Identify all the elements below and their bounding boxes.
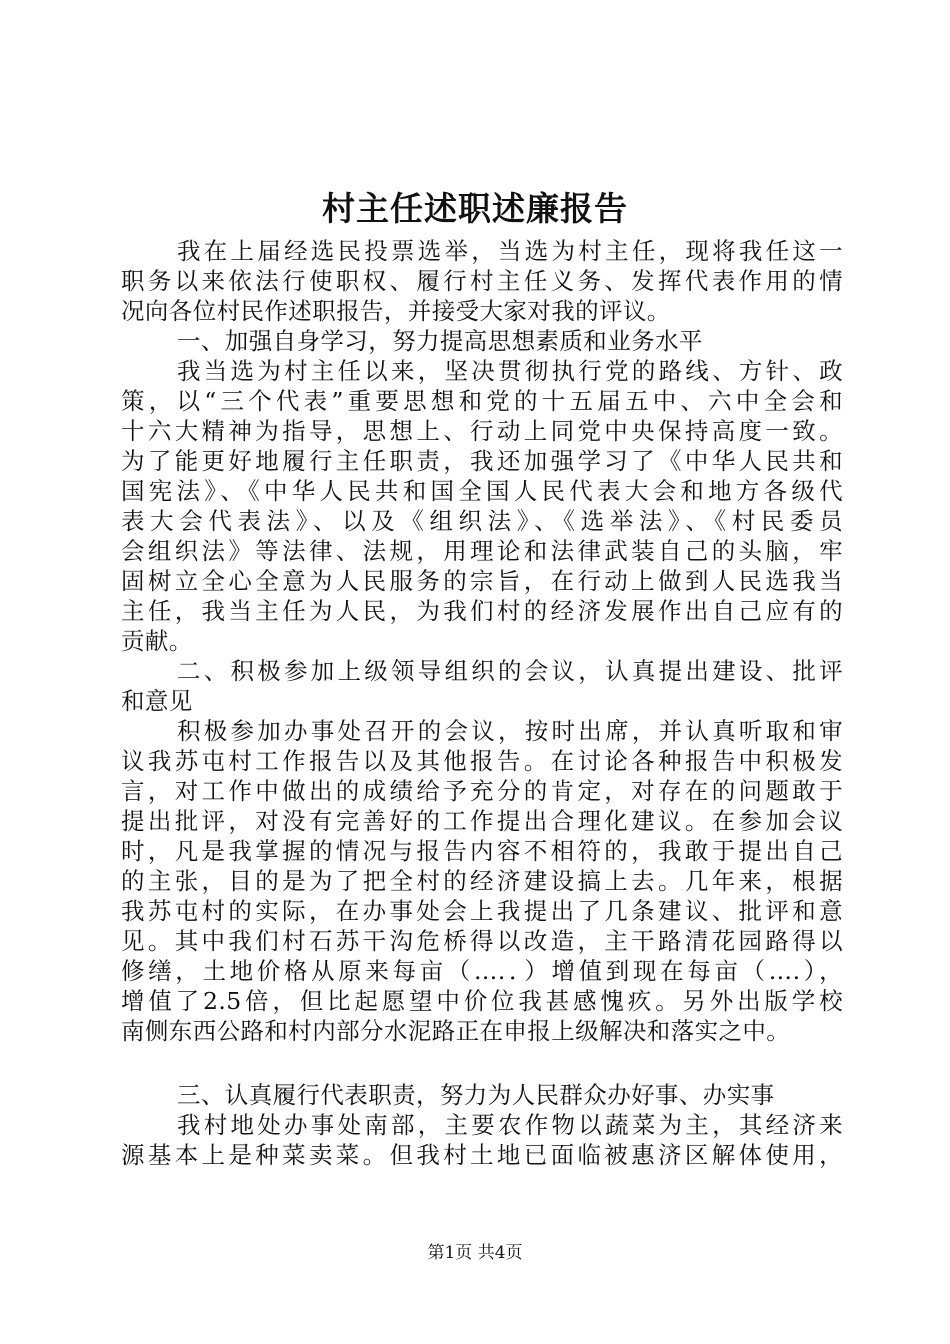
paragraph-line: 贡献。 — [121, 627, 193, 655]
page-number-footer: 第1页 共4页 — [427, 1243, 523, 1263]
section-heading: 和意见 — [121, 687, 193, 715]
paragraph-line: 的主张，目的是为了把全村的经济建设搞上去。几年来，根据 — [121, 867, 843, 895]
paragraph-line: 我村地处办事处南部，主要农作物以蔬菜为主，其经济来 — [177, 1111, 843, 1139]
paragraph-line: 见。其中我们村石苏干沟危桥得以改造，主干路清花园路得以 — [121, 927, 843, 955]
paragraph-line: 南侧东西公路和村内部分水泥路正在申报上级解决和落实之中。 — [121, 1017, 791, 1045]
paragraph-line: 言，对工作中做出的成绩给予充分的肯定，对存在的问题敢于 — [121, 777, 843, 805]
paragraph-line: 议我苏屯村工作报告以及其他报告。在讨论各种报告中积极发 — [121, 747, 843, 775]
paragraph-line: 固树立全心全意为人民服务的宗旨，在行动上做到人民选我当 — [121, 567, 843, 595]
paragraph-line: 十六大精神为指导，思想上、行动上同党中央保持高度一致。 — [121, 417, 843, 445]
paragraph-line: 主任，我当主任为人民，为我们村的经济发展作出自己应有的 — [121, 597, 843, 625]
paragraph-line: 修缮，土地价格从原来每亩（….．）增值到现在每亩（….）， — [121, 957, 843, 985]
paragraph-spacer — [121, 1046, 843, 1080]
paragraph-line: 会组织法》等法律、法规，用理论和法律武装自己的头脑，牢 — [121, 537, 843, 565]
section-heading: 一、加强自身学习，努力提高思想素质和业务水平 — [177, 327, 703, 355]
section-heading: 三、认真履行代表职责，努力为人民群众办好事、办实事 — [177, 1081, 775, 1109]
paragraph-line: 况向各位村民作述职报告，并接受大家对我的评议。 — [121, 297, 671, 325]
paragraph-line: 增值了2.5倍，但比起愿望中价位我甚感愧疚。另外出版学校 — [121, 987, 843, 1015]
document-title: 村主任述职述廉报告 — [322, 189, 628, 228]
document-body — [121, 236, 843, 1170]
paragraph-line: 国宪法》、《中华人民共和国全国人民代表大会和地方各级代 — [121, 477, 843, 505]
paragraph-line: 我苏屯村的实际，在办事处会上我提出了几条建议、批评和意 — [121, 897, 843, 925]
paragraph-line: 策，以“三个代表”重要思想和党的十五届五中、六中全会和 — [121, 387, 843, 415]
paragraph-line: 积极参加办事处召开的会议，按时出席，并认真听取和审 — [177, 717, 843, 745]
section-heading: 二、积极参加上级领导组织的会议，认真提出建设、批评 — [177, 657, 843, 685]
paragraph-line: 表大会代表法》、以及《组织法》、《选举法》、《村民委员 — [121, 507, 843, 535]
paragraph-line: 我当选为村主任以来，坚决贯彻执行党的路线、方针、政 — [177, 357, 843, 385]
paragraph-line: 职务以来依法行使职权、履行村主任义务、发挥代表作用的情 — [121, 267, 843, 295]
paragraph-line: 时，凡是我掌握的情况与报告内容不相符的，我敢于提出自己 — [121, 837, 843, 865]
paragraph-line: 我在上届经选民投票选举，当选为村主任，现将我任这一 — [177, 237, 843, 265]
paragraph-line: 为了能更好地履行主任职责，我还加强学习了《中华人民共和 — [121, 447, 843, 475]
paragraph-line: 源基本上是种菜卖菜。但我村土地已面临被惠济区解体使用， — [121, 1141, 843, 1169]
paragraph-line: 提出批评，对没有完善好的工作提出合理化建议。在参加会议 — [121, 807, 843, 835]
